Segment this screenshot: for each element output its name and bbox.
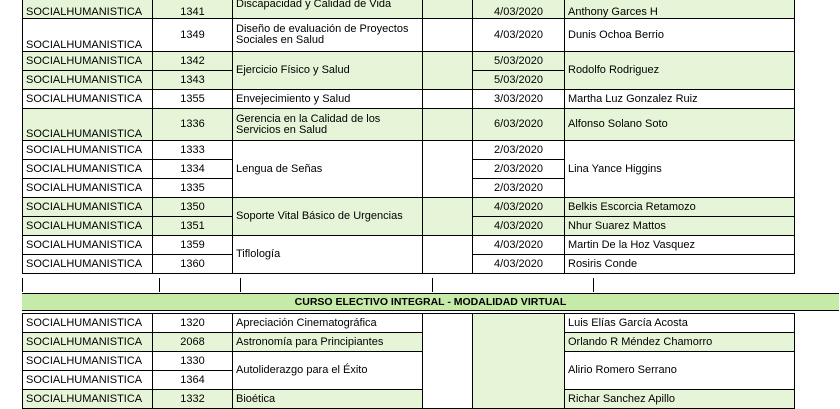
date-cell: 5/03/2020 [473, 71, 565, 90]
table-row [23, 236, 795, 255]
code-cell: 1332 [153, 390, 233, 409]
gap-column-line [159, 278, 160, 292]
faculty-cell: SOCIALHUMANISTICA [23, 52, 153, 71]
code-cell: 1360 [153, 255, 233, 274]
code-cell: 1333 [153, 141, 233, 160]
schedule-table-presencial [22, 0, 795, 274]
date-cell: 6/03/2020 [473, 109, 565, 141]
course-cell: Ejercicio Físico y Salud [233, 52, 423, 90]
date-cell: 4/03/2020 [473, 0, 565, 19]
date-cell: 4/03/2020 [473, 236, 565, 255]
faculty-cell: SOCIALHUMANISTICA [23, 236, 153, 255]
code-cell: 1342 [153, 52, 233, 71]
teacher-cell: Martha Luz Gonzalez Ruiz [565, 90, 795, 109]
teacher-cell: Rosiris Conde [565, 255, 795, 274]
code-cell: 1343 [153, 71, 233, 90]
course-cell: Tiflología [233, 236, 423, 274]
blank-cell [423, 0, 473, 19]
code-cell: 1330 [153, 352, 233, 371]
date-cell: 4/03/2020 [473, 217, 565, 236]
gap-column-line [240, 278, 241, 292]
date-cell: 5/03/2020 [473, 52, 565, 71]
table-row [23, 0, 795, 19]
table-row [23, 198, 795, 217]
date-cell: 4/03/2020 [473, 255, 565, 274]
table-row [23, 314, 795, 333]
course-cell: Apreciación Cinematográfica [233, 314, 423, 333]
table-row [23, 333, 795, 352]
table-row [23, 90, 795, 109]
faculty-cell: SOCIALHUMANISTICA [23, 255, 153, 274]
date-cell: 2/03/2020 [473, 179, 565, 198]
date-cell: 2/03/2020 [473, 141, 565, 160]
teacher-cell: Luis Elías García Acosta [565, 314, 795, 333]
faculty-cell: SOCIALHUMANISTICA [23, 371, 153, 390]
teacher-cell: Alirio Romero Serrano [565, 352, 795, 390]
faculty-cell: SOCIALHUMANISTICA [23, 90, 153, 109]
teacher-cell: Alfonso Solano Soto [565, 109, 795, 141]
faculty-cell: SOCIALHUMANISTICA [23, 198, 153, 217]
date-cell: 3/03/2020 [473, 90, 565, 109]
course-cell: Astronomía para Principiantes [233, 333, 423, 352]
course-cell: Envejecimiento y Salud [233, 90, 423, 109]
blank-cell [423, 52, 473, 90]
faculty-cell: SOCIALHUMANISTICA [23, 109, 153, 141]
date-cell [473, 314, 565, 409]
faculty-cell: SOCIALHUMANISTICA [23, 217, 153, 236]
code-cell: 1364 [153, 371, 233, 390]
code-cell: 1336 [153, 109, 233, 141]
blank-cell [423, 236, 473, 274]
date-cell: 4/03/2020 [473, 19, 565, 52]
blank-cell [423, 109, 473, 141]
table-row [23, 109, 795, 141]
teacher-cell: Rodolfo Rodriguez [565, 52, 795, 90]
blank-cell [423, 314, 473, 409]
schedule-table-virtual [22, 313, 795, 409]
code-cell: 1320 [153, 314, 233, 333]
faculty-cell: SOCIALHUMANISTICA [23, 390, 153, 409]
faculty-cell: SOCIALHUMANISTICA [23, 160, 153, 179]
course-cell: Discapacidad y Calidad de Vida [233, 0, 423, 19]
course-cell: Lengua de Señas [233, 141, 423, 198]
faculty-cell: SOCIALHUMANISTICA [23, 352, 153, 371]
teacher-cell: Richar Sanchez Apillo [565, 390, 795, 409]
code-cell: 1341 [153, 0, 233, 19]
faculty-cell: SOCIALHUMANISTICA [23, 71, 153, 90]
faculty-cell: SOCIALHUMANISTICA [23, 179, 153, 198]
teacher-cell: Anthony Garces H [565, 0, 795, 19]
gap-column-line [593, 278, 594, 292]
teacher-cell: Dunis Ochoa Berrio [565, 19, 795, 52]
teacher-cell: Martin De la Hoz Vasquez [565, 236, 795, 255]
teacher-cell: Nhur Suarez Mattos [565, 217, 795, 236]
table-row [23, 352, 795, 371]
code-cell: 1351 [153, 217, 233, 236]
course-cell: Bioética [233, 390, 423, 409]
code-cell: 1355 [153, 90, 233, 109]
gap-column-line [22, 278, 23, 292]
faculty-cell: SOCIALHUMANISTICA [23, 0, 153, 19]
code-cell: 1359 [153, 236, 233, 255]
course-cell: Soporte Vital Básico de Urgencias [233, 198, 423, 236]
date-cell: 4/03/2020 [473, 198, 565, 217]
code-cell: 1334 [153, 160, 233, 179]
section-header: CURSO ELECTIVO INTEGRAL - MODALIDAD VIRTUAL [22, 293, 839, 311]
code-cell: 1335 [153, 179, 233, 198]
code-cell: 1349 [153, 19, 233, 52]
blank-cell [423, 90, 473, 109]
course-cell: Autoliderazgo para el Éxito [233, 352, 423, 390]
faculty-cell: SOCIALHUMANISTICA [23, 19, 153, 52]
faculty-cell: SOCIALHUMANISTICA [23, 141, 153, 160]
table-row [23, 19, 795, 52]
blank-cell [423, 198, 473, 236]
table-row [23, 141, 795, 160]
teacher-cell: Orlando R Méndez Chamorro [565, 333, 795, 352]
table-row [23, 52, 795, 71]
course-cell: Diseño de evaluación de Proyectos Sociales en Salud [233, 19, 423, 52]
blank-cell [423, 141, 473, 198]
teacher-cell: Lina Yance Higgins [565, 141, 795, 198]
faculty-cell: SOCIALHUMANISTICA [23, 314, 153, 333]
faculty-cell: SOCIALHUMANISTICA [23, 333, 153, 352]
table-row [23, 390, 795, 409]
gap-column-line [432, 278, 433, 292]
course-cell: Gerencia en la Calidad de los Servicios en Salud [233, 109, 423, 141]
date-cell: 2/03/2020 [473, 160, 565, 179]
teacher-cell: Belkis Escorcia Retamozo [565, 198, 795, 217]
blank-cell [423, 19, 473, 52]
code-cell: 2068 [153, 333, 233, 352]
code-cell: 1350 [153, 198, 233, 217]
